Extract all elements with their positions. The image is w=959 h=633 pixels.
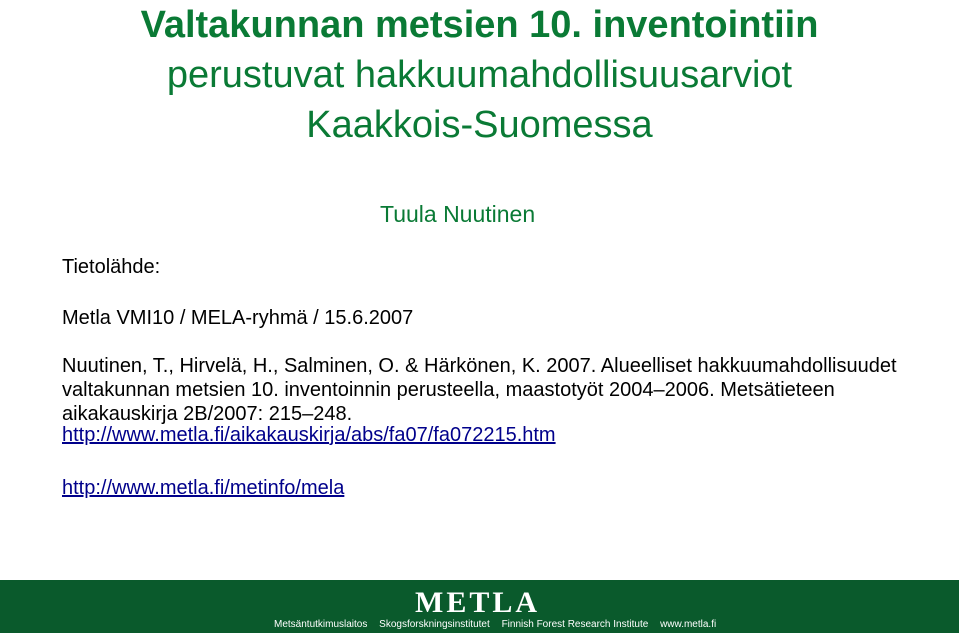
title-line-1: Valtakunnan metsien 10. inventointiin: [140, 4, 819, 46]
page-title: [0, 0, 959, 150]
title-line-3: Kaakkois-Suomessa: [306, 104, 653, 146]
author-name: Tuula Nuutinen: [380, 201, 536, 227]
source-line: Metla VMI10 / MELA-ryhmä / 15.6.2007: [62, 307, 414, 329]
footer-item-swedish: Skogsforskningsinstitutet: [379, 619, 490, 630]
source-label: Tietolähde:: [62, 256, 161, 278]
citation-text: Nuutinen, T., Hirvelä, H., Salminen, O. & Härkönen, K. 2007. Alueelliset hakkuumahdollisuudet valtakunnan metsien 10. inventoinnin perusteella, maastotyöt 2004–2006. Metsätieteen aikakauskirja 2B/2007: 215–248.: [62, 355, 897, 425]
footer-institute-names: [274, 619, 725, 630]
footer-bar: [0, 580, 959, 633]
metla-logo: METLA: [415, 586, 541, 619]
footer-item-english: Finnish Forest Research Institute: [501, 619, 649, 630]
title-line-2: perustuvat hakkuumahdollisuusarviot: [166, 54, 793, 96]
footer-item-finnish: Metsäntutkimuslaitos: [274, 619, 368, 630]
footer-item-website[interactable]: www.metla.fi: [660, 619, 717, 630]
mela-link[interactable]: http://www.metla.fi/metinfo/mela: [62, 477, 345, 499]
article-link[interactable]: http://www.metla.fi/aikakauskirja/abs/fa07/fa072215.htm: [62, 424, 556, 446]
